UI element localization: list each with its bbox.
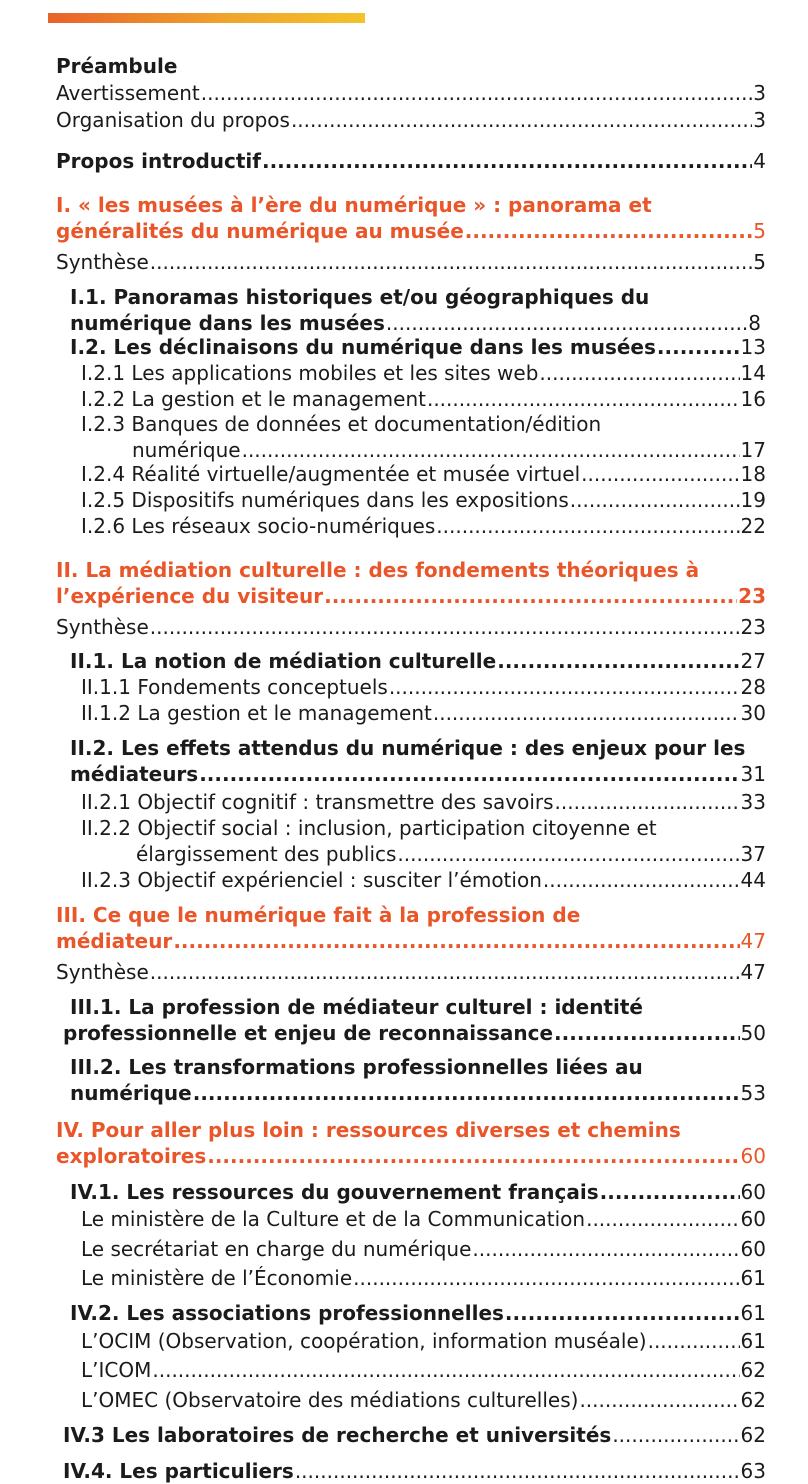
toc-section-4-3[interactable]: IV.3 Les laboratoires de recherche et universités ..... 62	[63, 1422, 766, 1448]
toc-part-1[interactable]: I. « les musées à l’ère du numérique » : panorama et généralités du numérique au musée ..... 5	[56, 192, 766, 244]
toc-subsection[interactable]: I.2.1 Les applications mobiles et les sites web ..... 14	[81, 360, 766, 386]
toc-subsection[interactable]: L’OMEC (Observatoire des médiations culturelles) ..... 62	[81, 1387, 766, 1413]
toc-section-4-1[interactable]: IV.1. Les ressources du gouvernement français ..... 60	[70, 1179, 766, 1205]
toc-entry-synthese[interactable]: Synthèse ..... 23	[56, 614, 766, 640]
toc-entry[interactable]: Avertissement ..... 3	[56, 80, 766, 106]
toc-subsection[interactable]: II.1.2 La gestion et le management ..... 30	[81, 700, 766, 726]
toc-subsection[interactable]: I.2.2 La gestion et le management ..... 16	[81, 386, 766, 412]
toc-subsection[interactable]: II.2.1 Objectif cognitif : transmettre des savoirs ..... 33	[81, 789, 766, 815]
toc-heading-preambule: Préambule	[56, 54, 178, 78]
toc-subsection[interactable]: Le secrétariat en charge du numérique ..... 60	[81, 1236, 766, 1262]
toc-entry[interactable]: Organisation du propos ..... 3	[56, 107, 766, 133]
toc-subsection[interactable]: I.2.6 Les réseaux socio-numériques ..... 22	[81, 513, 766, 539]
toc-subsection[interactable]: I.2.4 Réalité virtuelle/augmentée et musée virtuel ..... 18	[81, 461, 766, 487]
toc-subsection[interactable]: Le ministère de la Culture et de la Communication ..... 60	[81, 1206, 766, 1232]
toc-part-3[interactable]: III. Ce que le numérique fait à la profession de médiateur ..... 47	[56, 902, 766, 954]
toc-subsection[interactable]: Le ministère de l’Économie ..... 61	[81, 1265, 766, 1291]
toc-section-4-4[interactable]: IV.4. Les particuliers ..... 63	[63, 1458, 766, 1484]
toc-subsection[interactable]: L’OCIM (Observation, coopération, information muséale) ..... 61	[81, 1328, 766, 1354]
toc-entry-intro[interactable]: Propos introductif ..... 4	[56, 148, 766, 174]
toc-part-4[interactable]: IV. Pour aller plus loin : ressources diverses et chemins exploratoires ..... 60	[56, 1117, 766, 1169]
toc-part-2[interactable]: II. La médiation culturelle : des fondements théoriques à l’expérience du visiteur ..... 23	[56, 557, 766, 609]
toc-section-2-2[interactable]: II.2. Les effets attendus du numérique : des enjeux pour les médiateurs ..... 31	[70, 735, 766, 787]
toc-section-4-2[interactable]: IV.2. Les associations professionnelles ..... 61	[70, 1300, 766, 1326]
toc-subsection[interactable]: II.1.1 Fondements conceptuels ..... 28	[81, 674, 766, 700]
toc-section-1-2[interactable]: I.2. Les déclinaisons du numérique dans les musées ..... 13	[70, 334, 766, 360]
toc-subsection[interactable]: II.2.3 Objectif expérienciel : susciter l’émotion ..... 44	[81, 867, 766, 893]
toc-section-1-1[interactable]: I.1. Panoramas historiques et/ou géographiques du numérique dans les musées ..... 8	[70, 284, 761, 336]
toc-subsection[interactable]: L’ICOM ..... 62	[81, 1357, 766, 1383]
toc-entry-synthese[interactable]: Synthèse ..... 47	[56, 959, 766, 985]
toc-subsection[interactable]: I.2.5 Dispositifs numériques dans les expositions ..... 19	[81, 487, 766, 513]
toc-entry-synthese[interactable]: Synthèse ..... 5	[56, 249, 766, 275]
toc-section-3-1[interactable]: III.1. La profession de médiateur culturel : identité professionnelle et enjeu de reconnaissance ..... 50	[70, 994, 766, 1046]
toc-subsection[interactable]: II.2.2 Objectif social : inclusion, participation citoyenne et élargissement des publics ..... 37	[81, 815, 766, 867]
toc-section-2-1[interactable]: II.1. La notion de médiation culturelle ..... 27	[70, 648, 766, 674]
header-accent-bar	[48, 13, 365, 23]
toc-section-3-2[interactable]: III.2. Les transformations professionnelles liées au numérique ..... 53	[70, 1054, 766, 1106]
toc-subsection[interactable]: I.2.3 Banques de données et documentation/édition numérique ..... 17	[81, 411, 766, 463]
